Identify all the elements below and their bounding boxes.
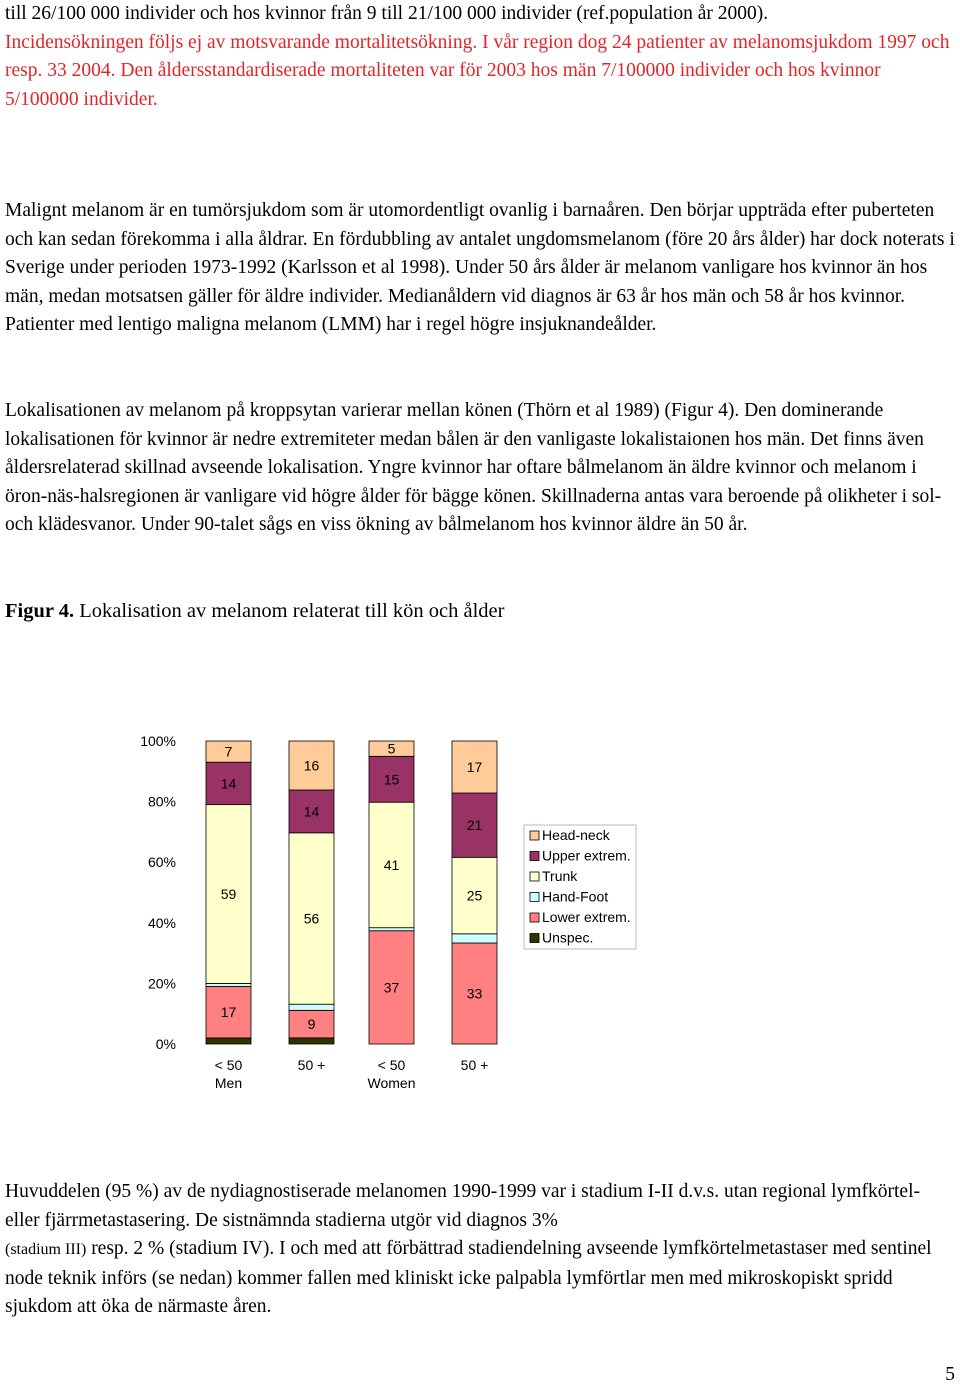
x-tick-label: 50 + xyxy=(297,1057,326,1073)
data-label: 33 xyxy=(466,985,483,1002)
y-tick-label: 100% xyxy=(140,733,176,749)
y-tick-label: 40% xyxy=(147,914,176,931)
stage-text-b: resp. 2 % (stadium IV). I och med att förbättrad stadiendelning avseende lymfkörtelmetastaser med sentinel node teknik införs (se nedan) kommer fallen med kliniskt icke palpabla lymförtlar men med mikroskopiskt spridd sjukdom att öka de närmaste åren. xyxy=(5,1238,932,1317)
data-label: 9 xyxy=(307,1016,316,1033)
data-label: 15 xyxy=(383,771,400,788)
legend-label: Lower extrem. xyxy=(542,909,631,925)
data-label: 25 xyxy=(466,887,483,904)
page-number: 5 xyxy=(945,1364,955,1385)
data-label: 41 xyxy=(383,856,400,873)
x-tick-label: 50 + xyxy=(460,1057,489,1073)
bar-segment xyxy=(289,1004,334,1010)
figure-caption-text: Lokalisation av melanom relaterat till kön och ålder xyxy=(79,600,505,622)
mortality-text: Incidensökningen följs ej av motsvarande mortalitetsökning. I vår region dog 24 patienter av melanomsjukdom 1997 och resp. 33 2004. Den åldersstandardiserade mortaliteten var för 2003 hos män 7/100000 individer och hos kvinnor 5/100000 individer. xyxy=(5,31,950,110)
intro-paragraph xyxy=(5,0,957,114)
bar-segment xyxy=(289,1038,334,1044)
legend-label: Hand-Foot xyxy=(542,888,609,905)
intro-text: till 26/100 000 individer och hos kvinnor från 9 till 21/100 000 individer (ref.population år 2000). xyxy=(5,3,769,24)
data-label: 5 xyxy=(387,740,396,757)
x-tick-label: < 50 xyxy=(377,1057,406,1073)
localisation-stacked-bar-chart xyxy=(0,700,960,1120)
bar-segment xyxy=(452,934,497,943)
data-label: 37 xyxy=(383,979,400,996)
bar-segment xyxy=(206,983,251,986)
legend-swatch xyxy=(530,872,539,881)
legend-label: Upper extrem. xyxy=(542,847,631,864)
legend-swatch xyxy=(530,852,539,861)
data-label: 7 xyxy=(224,743,233,760)
legend-swatch xyxy=(530,934,539,943)
y-tick-label: 80% xyxy=(147,793,176,810)
stage-paragraph xyxy=(5,1178,957,1322)
figure-caption xyxy=(5,597,957,626)
group-label: Women xyxy=(367,1075,416,1091)
legend-swatch xyxy=(530,893,539,902)
y-tick-label: 0% xyxy=(155,1036,176,1052)
y-tick-label: 60% xyxy=(147,854,176,871)
data-label: 14 xyxy=(220,775,237,792)
legend-label: Head-neck xyxy=(542,827,610,843)
data-label: 59 xyxy=(220,886,237,903)
x-tick-label: < 50 xyxy=(214,1057,243,1073)
figure-label: Figur 4. xyxy=(5,600,75,622)
data-label: 17 xyxy=(466,759,483,776)
legend-swatch xyxy=(530,831,539,840)
age-paragraph: Malignt melanom är en tumörsjukdom som är utomordentligt ovanlig i barnaåren. Den börjar uppträda efter puberteten och kan sedan förekomma i alla åldrar. En fördubbling av antalet ungdomsmelanom (före 20 års ålder) har dock noterats i Sverige under perioden 1973-1992 (Karlsson et al 1998). Under 50 års ålder är melanom vanligare hos kvinnor än hos män, medan motsatsen gäller för äldre individer. Medianåldern vid diagnos är 63 år hos män och 58 år hos kvinnor. Patienter med lentigo maligna melanom (LMM) har i regel högre insjuknandeålder. xyxy=(5,200,955,335)
bar-segment xyxy=(369,928,414,931)
stage-text-a: Huvuddelen (95 %) av de nydiagnostiserade melanomen 1990-1999 var i stadium I-II d.v.s. utan regional lymfkörtel- eller fjärrmetastasering. De sistnämnda stadierna utgör vid diagnos 3% xyxy=(5,1181,920,1231)
data-label: 21 xyxy=(466,817,483,834)
data-label: 56 xyxy=(303,910,320,927)
legend-swatch xyxy=(530,913,539,922)
data-label: 17 xyxy=(220,1004,237,1021)
group-label: Men xyxy=(214,1075,243,1091)
stage-text-small: (stadium III) xyxy=(5,1241,87,1258)
y-tick-label: 20% xyxy=(147,975,176,992)
localisation-paragraph: Lokalisationen av melanom på kroppsytan varierar mellan könen (Thörn et al 1989) (Figur 4). Den dominerande lokalisationen för kvinnor är nedre extremiteter medan bålen är den vanligaste lokalistaionen hos män. Det finns även åldersrelaterad skillnad avseende lokalisation. Yngre kvinnor har oftare bålmelanom än äldre kvinnor och melanom i öron-näs-halsregionen är vanligare vid högre ålder för bägge könen. Skillnaderna antas vara beroende på olikheter i sol- och klädesvanor. Under 90-talet sågs en viss ökning av bålmelanom hos kvinnor äldre än 50 år. xyxy=(5,400,942,535)
data-label: 16 xyxy=(303,757,320,774)
legend-label: Unspec. xyxy=(542,929,594,946)
legend-label: Trunk xyxy=(542,868,578,884)
bar-segment xyxy=(206,1038,251,1044)
data-label: 14 xyxy=(303,803,320,820)
